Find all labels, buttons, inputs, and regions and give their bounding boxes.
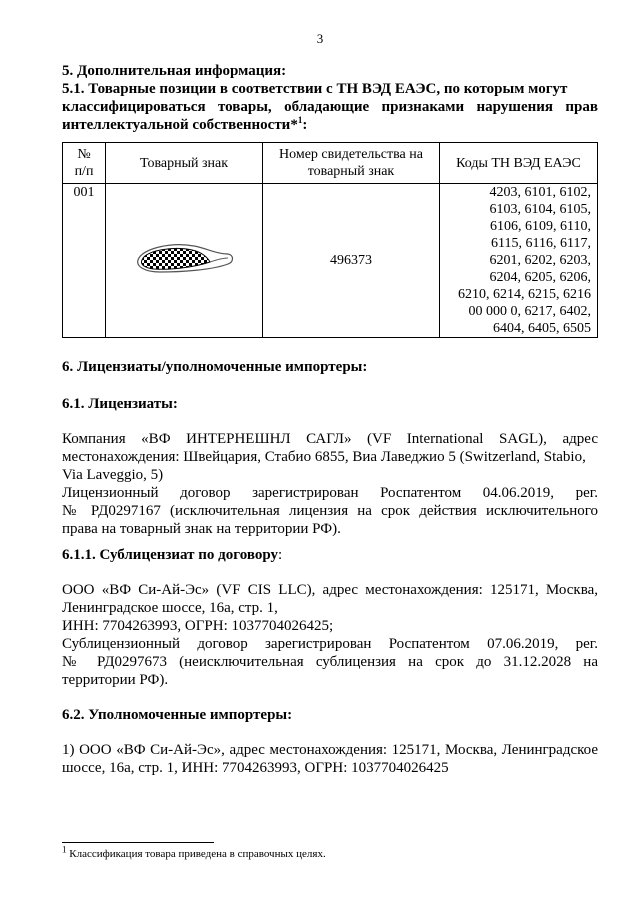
section-5-title: 5. Дополнительная информация: [62,63,287,79]
header-codes: Коды ТН ВЭД ЕАЭС [440,143,598,184]
footnote [62,844,326,860]
row-certificate: 496373 [263,184,440,338]
table-row [63,184,598,338]
row-codes: 4203, 6101, 6102, 6103, 6104, 6105, 6106, 6109, 6110, 6115, 6116, 6117, 6201, 6202, 6203, 6204, 6205, 6206, 6210, 6214, 6215, 6216 00 000 0, 6217, 6402, 6404, 6405, 6505 [440,184,598,338]
goods-table [62,142,598,338]
footnote-marker: 1 [62,844,67,855]
section-6-1-1-title: 6.1.1. Сублицензиат по договору: [62,547,283,563]
section-5-1-heading [62,80,598,134]
checkered-shoe-logo [132,236,236,280]
section-6-title: 6. Лицензиаты/уполномоченные импортеры: [62,359,368,375]
section-6-1-title: 6.1. Лицензиаты: [62,396,178,412]
header-trademark: Товарный знак [106,143,263,184]
footnote-separator [62,842,214,843]
trademark-image [106,184,263,338]
footnote-text: Классификация товара приведена в справочных целях. [66,848,326,860]
page-number: 3 [316,31,324,46]
header-certificate: Номер свидетельства на товарный знак [263,143,440,184]
table-header-row [63,143,598,184]
section-5-1-line1: 5.1. Товарные позиции в соответствии с ТН ВЭД ЕАЭС, по которым могут [62,81,568,97]
footnote-ref: 1 [297,115,303,125]
row-num: 001 [63,184,106,338]
licensee-paragraph: Компания «ВФ ИНТЕРНЕШНЛ САГЛ» (VF International SAGL), адрес местонахождения: Швейцария, Стабио 6855, Виа Лаведжио 5 (Switzerland, Stabio, Via Laveggio, 5) Лицензионный договор зарегистрирован Роспатентом 04.06.2019, рег. № РД0297167 (исключительная лицензия на срок действия исключительного права на товарный знак на территории РФ). [62,431,598,537]
section-5-1-line3: интеллектуальной собственности*$^1$: [62,115,308,133]
section-5-1-line2: классифицироваться товары, обладающие признаками нарушения прав [62,99,598,115]
header-num: № п/п [63,143,106,184]
importers-paragraph: 1) ООО «ВФ Си-Ай-Эс», адрес местонахождения: 125171, Москва, Ленинградское шоссе, 16а, стр. 1, ИНН: 7704263993, ОГРН: 1037704026425 [62,742,598,776]
section-6-2-title: 6.2. Уполномоченные импортеры: [62,707,293,723]
sublicensee-paragraph: ООО «ВФ Си-Ай-Эс» (VF CIS LLC), адрес местонахождения: 125171, Москва, Ленинградское шоссе, 16а, стр. 1, ИНН: 7704263993, ОГРН: 1037704026425; Сублицензионный договор зарегистрирован Роспатентом 07.06.2019, рег. № РД0297673 (неисключительная сублицензия на срок до 31.12.2028 на территории РФ). [62,582,598,688]
